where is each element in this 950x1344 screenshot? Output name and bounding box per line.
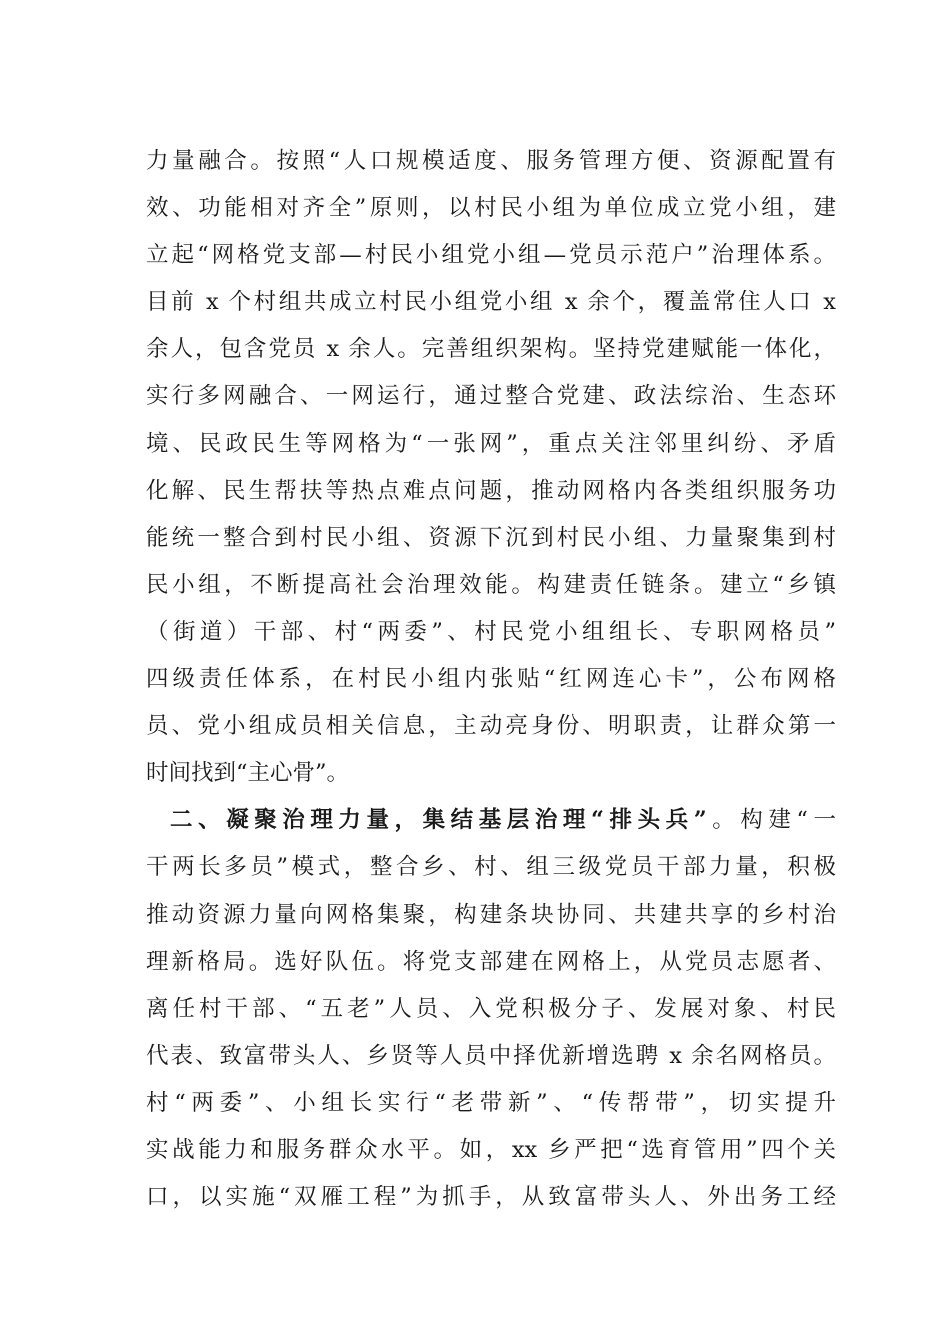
paragraph-1 <box>146 138 836 797</box>
text-line: 实战能力和服务群众水平。如，xx 乡严把“选育管用”四个关 <box>146 1136 836 1163</box>
text-line: 理新格局。选好队伍。将党支部建在网格上，从党员志愿者、 <box>146 948 836 975</box>
text-line: 能统一整合到村民小组、资源下沉到村民小组、力量聚集到村 <box>146 524 836 551</box>
text-line: 离任村干部、“五老”人员、入党积极分子、发展对象、村民 <box>146 995 836 1022</box>
paragraph-2-first-line <box>146 797 836 844</box>
text-line: 员、党小组成员相关信息，主动亮身份、明职责，让群众第一 <box>146 713 836 740</box>
heading-continuation: 。构建“一 <box>706 807 836 834</box>
text-line: 口，以实施“双雁工程”为抓手，从致富带头人、外出务工经 <box>146 1184 836 1211</box>
text-line: 力量融合。按照“人口规模适度、服务管理方便、资源配置有 <box>146 148 836 174</box>
section-heading: 二、凝聚治理力量，集结基层治理“排头兵” <box>170 807 707 834</box>
text-line: 时间找到“主心骨”。 <box>146 760 350 787</box>
text-line: 民小组，不断提高社会治理效能。构建责任链条。建立“乡镇 <box>146 571 836 598</box>
text-line: 目前 x 个村组共成立村民小组党小组 x 余个，覆盖常住人口 x <box>146 289 836 316</box>
text-line: 村“两委”、小组长实行“老带新”、“传帮带”，切实提升 <box>146 1089 836 1116</box>
text-line: 余人，包含党员 x 余人。完善组织架构。坚持党建赋能一体化， <box>146 336 836 363</box>
text-line: 效、功能相对齐全”原则，以村民小组为单位成立党小组，建 <box>146 195 836 222</box>
text-line: 干两长多员”模式，整合乡、村、组三级党员干部力量，积极 <box>146 854 836 881</box>
text-line: 四级责任体系，在村民小组内张贴“红网连心卡”，公布网格 <box>146 666 836 693</box>
document-body <box>146 138 836 1221</box>
text-line: 代表、致富带头人、乡贤等人员中择优新增选聘 x 余名网格员。 <box>146 1042 836 1069</box>
text-line: 立起“网格党支部—村民小组党小组—党员示范户”治理体系。 <box>146 242 836 269</box>
text-line: 境、民政民生等网格为“一张网”，重点关注邻里纠纷、矛盾 <box>146 430 836 457</box>
text-line: 实行多网融合、一网运行，通过整合党建、政法综治、生态环 <box>146 383 836 410</box>
text-line: （街道）干部、村“两委”、村民党小组组长、专职网格员” <box>146 618 836 645</box>
text-line: 推动资源力量向网格集聚，构建条块协同、共建共享的乡村治 <box>146 901 836 928</box>
paragraph-2 <box>146 797 836 1221</box>
text-line: 化解、民生帮扶等热点难点问题，推动网格内各类组织服务功 <box>146 477 836 504</box>
